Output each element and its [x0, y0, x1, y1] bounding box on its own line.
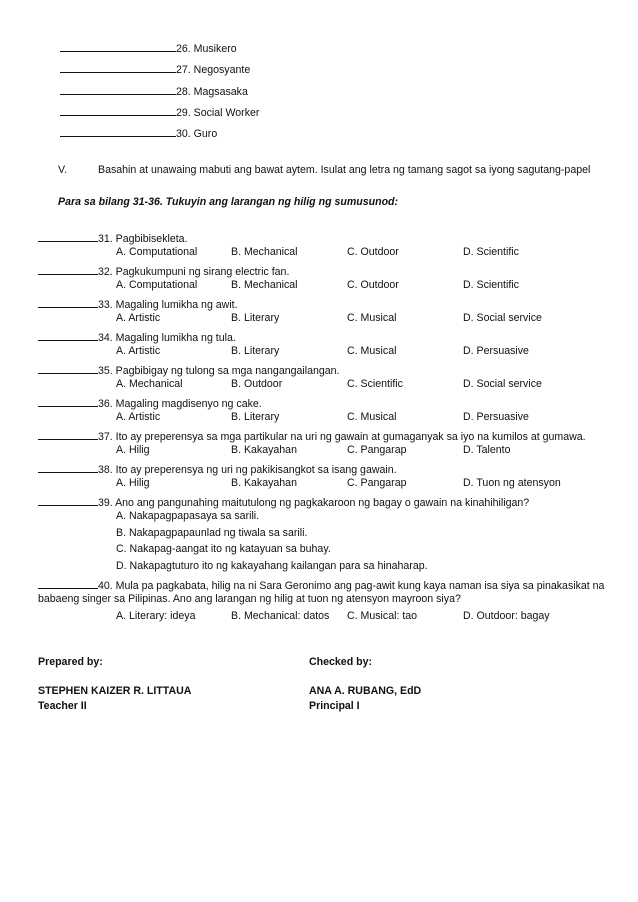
option-d: D. Scientific: [463, 246, 519, 258]
answer-blank[interactable]: [38, 577, 98, 589]
section-directions: Basahin at unawaing mabuti ang bawat aytem. Isulat ang letra ng tamang sagot sa iyong sagutang-papel: [98, 164, 591, 176]
answer-blank[interactable]: [60, 83, 176, 95]
option-c: C. Scientific: [347, 378, 403, 390]
option-b: B. Outdoor: [231, 378, 283, 390]
option-c: C. Outdoor: [347, 246, 399, 258]
section-number: V.: [58, 164, 68, 176]
checker-name: ANA A. RUBANG, EdD: [309, 685, 422, 697]
question-32: 32. Pagkukumpuni ng sirang electric fan.: [38, 263, 608, 279]
option-d: D. Persuasive: [463, 345, 529, 357]
option-a: A. Artistic: [116, 312, 161, 324]
option-d: D. Social service: [463, 312, 542, 324]
question-40: 40. Mula pa pagkabata, hilig na ni Sara Geronimo ang pag-awit kung kaya naman isa siya sa pinakasikat na: [38, 577, 608, 593]
answer-blank[interactable]: [38, 428, 98, 440]
option-a: A. Mechanical: [116, 378, 183, 390]
option-a: A. Hilig: [116, 477, 150, 489]
option-a: A. Artistic: [116, 411, 161, 423]
option-a: A. Artistic: [116, 345, 161, 357]
answer-blank[interactable]: [38, 230, 98, 242]
answer-blank[interactable]: [60, 61, 176, 73]
option-a: A. Computational: [116, 246, 198, 258]
question-39: 39. Ano ang pangunahing maitutulong ng pagkakaroon ng bagay o gawain na kinahihiligan?: [38, 494, 608, 510]
option-c: C. Nakapag-aangat ito ng katayuan sa buhay.: [116, 543, 331, 555]
option-b: B. Kakayahan: [231, 444, 297, 456]
question-31: 31. Pagbibisekleta.: [38, 230, 608, 246]
instruction-text: Para sa bilang 31-36. Tukuyin ang larangan ng hilig ng sumusunod:: [58, 196, 399, 208]
option-d: D. Persuasive: [463, 411, 529, 423]
answer-item-26: 26. Musikero: [60, 40, 237, 56]
option-a: A. Literary: ideya: [116, 610, 196, 622]
question-35: 35. Pagbibigay ng tulong sa mga nangangailangan.: [38, 362, 608, 378]
preparer-name: STEPHEN KAIZER R. LITTAUA: [38, 685, 192, 697]
option-c: C. Musical: [347, 411, 397, 423]
answer-blank[interactable]: [60, 125, 176, 137]
option-b: B. Mechanical: datos: [231, 610, 330, 622]
answer-blank[interactable]: [38, 263, 98, 275]
answer-item-28: 28. Magsasaka: [60, 83, 248, 99]
option-c: C. Pangarap: [347, 444, 407, 456]
answer-blank[interactable]: [38, 362, 98, 374]
option-c: C. Musical: [347, 345, 397, 357]
option-b: B. Literary: [231, 411, 280, 423]
option-b: B. Mechanical: [231, 279, 298, 291]
answer-item-30: 30. Guro: [60, 125, 217, 141]
answer-blank[interactable]: [38, 296, 98, 308]
option-c: C. Outdoor: [347, 279, 399, 291]
option-b: B. Literary: [231, 345, 280, 357]
option-b: B. Kakayahan: [231, 477, 297, 489]
question-36: 36. Magaling magdisenyo ng cake.: [38, 395, 608, 411]
question-33: 33. Magaling lumikha ng awit.: [38, 296, 608, 312]
option-d: D. Talento: [463, 444, 511, 456]
option-c: C. Musical: [347, 312, 397, 324]
answer-item-29: 29. Social Worker: [60, 104, 259, 120]
option-b: B. Literary: [231, 312, 280, 324]
option-a: A. Computational: [116, 279, 198, 291]
preparer-title: Teacher II: [38, 700, 87, 712]
checker-title: Principal I: [309, 700, 360, 712]
option-b: B. Mechanical: [231, 246, 298, 258]
option-d: D. Tuon ng atensyon: [463, 477, 561, 489]
question-37: 37. Ito ay preperensya sa mga partikular na uri ng gawain at gumaganyak sa iyo na kumilos at gumawa.: [38, 428, 608, 444]
question-40-continuation: babaeng singer sa Pilipinas. Ano ang larangan ng hilig at tuon ng atensyon mayroon siya?: [38, 593, 461, 605]
option-d: D. Social service: [463, 378, 542, 390]
answer-blank[interactable]: [38, 461, 98, 473]
answer-blank[interactable]: [38, 395, 98, 407]
answer-blank[interactable]: [60, 104, 176, 116]
answer-item-27: 27. Negosyante: [60, 61, 250, 77]
option-d: D. Scientific: [463, 279, 519, 291]
answer-blank[interactable]: [38, 494, 98, 506]
option-b: B. Nakapagpapaunlad ng tiwala sa sarili.: [116, 527, 308, 539]
question-38: 38. Ito ay preperensya ng uri ng pakikisangkot sa isang gawain.: [38, 461, 608, 477]
option-d: D. Outdoor: bagay: [463, 610, 550, 622]
answer-blank[interactable]: [60, 40, 176, 52]
option-a: A. Hilig: [116, 444, 150, 456]
option-a: A. Nakapagpapasaya sa sarili.: [116, 510, 260, 522]
answer-blank[interactable]: [38, 329, 98, 341]
option-c: C. Musical: tao: [347, 610, 418, 622]
prepared-by-label: Prepared by:: [38, 656, 103, 668]
checked-by-label: Checked by:: [309, 656, 372, 668]
question-34: 34. Magaling lumikha ng tula.: [38, 329, 608, 345]
option-d: D. Nakapagtuturo ito ng kakayahang kailangan para sa hinaharap.: [116, 560, 428, 572]
option-c: C. Pangarap: [347, 477, 407, 489]
